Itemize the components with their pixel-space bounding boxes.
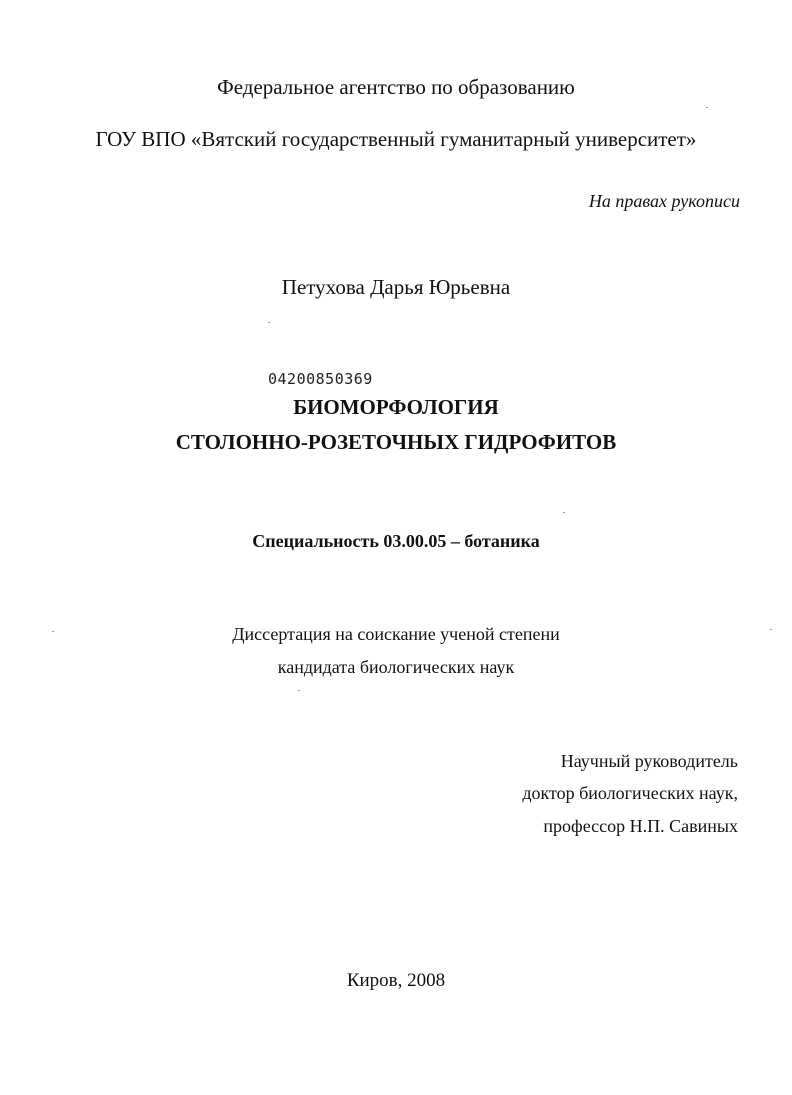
- degree-line-1: Диссертация на соискание ученой степени: [232, 624, 560, 644]
- supervisor-name: профессор Н.П. Савиных: [543, 816, 738, 836]
- author-name: Петухова Дарья Юрьевна: [281, 275, 511, 299]
- agency-name: Федеральное агентство по образованию: [217, 75, 575, 99]
- scan-speck: [298, 690, 300, 691]
- place-and-year: Киров, 2008: [346, 970, 446, 991]
- scan-speck: [770, 629, 772, 630]
- degree-line-2: кандидата биологических наук: [277, 657, 515, 677]
- scan-speck: [52, 631, 54, 632]
- thesis-title-line-1: БИОМОРФОЛОГИЯ: [293, 395, 499, 419]
- library-stamp-number: 04200850369: [268, 370, 373, 388]
- supervisor-degree: доктор биологических наук,: [522, 783, 738, 803]
- supervisor-role: Научный руководитель: [560, 751, 738, 771]
- university-name: ГОУ ВПО «Вятский государственный гуманитарный университет»: [95, 127, 697, 151]
- thesis-title-line-2: СТОЛОННО-РОЗЕТОЧНЫХ ГИДРОФИТОВ: [175, 430, 617, 454]
- manuscript-note: На правах рукописи: [588, 191, 740, 211]
- scan-speck: [268, 322, 270, 323]
- scan-speck: [563, 512, 565, 513]
- scan-speck: [706, 107, 708, 108]
- specialty: Специальность 03.00.05 – ботаника: [252, 531, 540, 551]
